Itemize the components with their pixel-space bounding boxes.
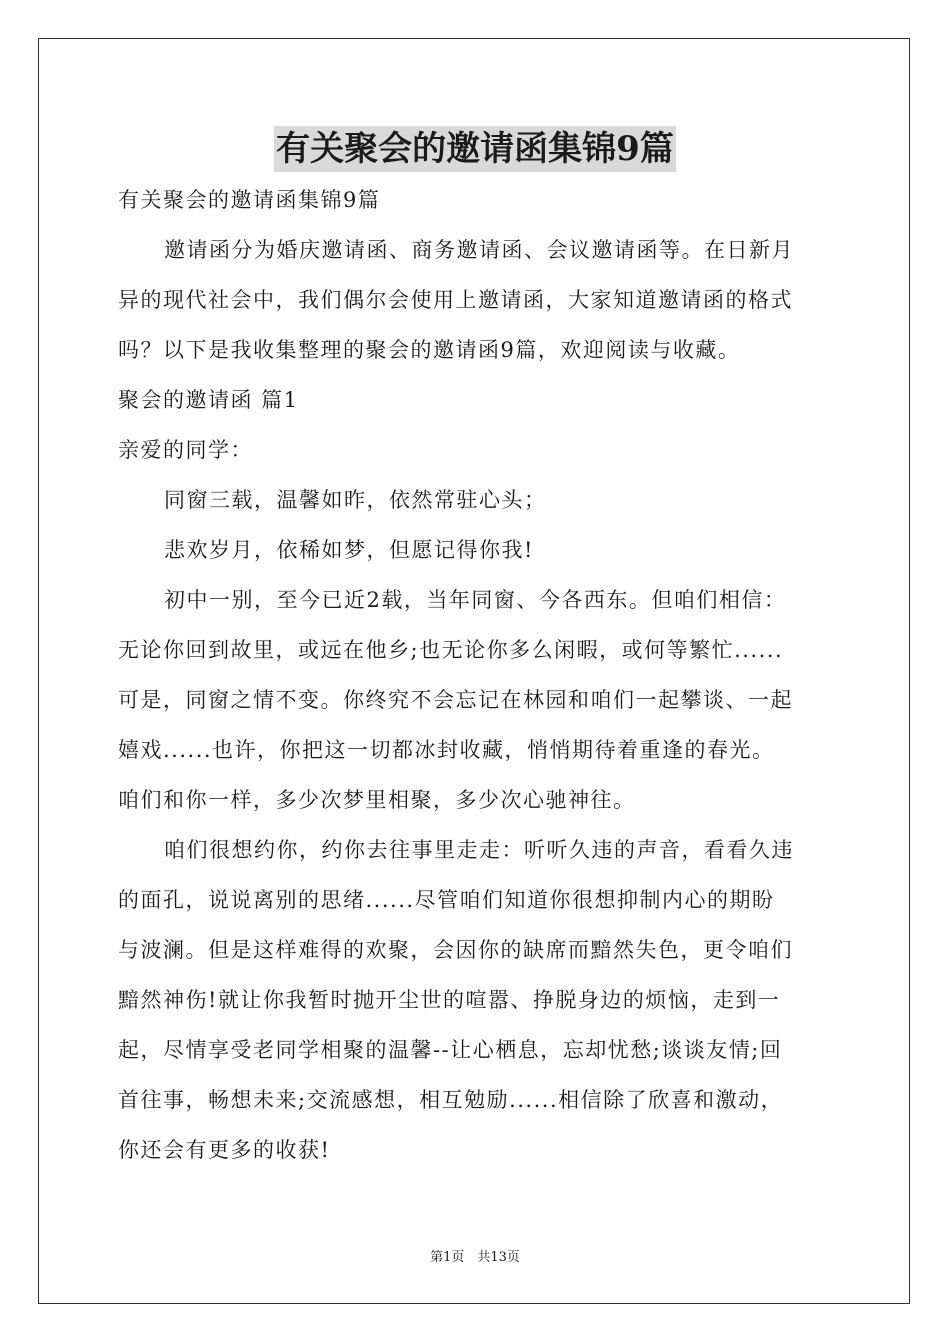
- body-line: 起，尽情享受老同学相聚的温馨--让心栖息，忘却忧愁;谈谈友情;回: [118, 1038, 783, 1062]
- body-line: 同窗三载，温馨如昨，依然常驻心头；: [164, 488, 547, 512]
- body-line: 初中一别，至今已近2载，当年同窗、今各西东。但咱们相信：: [164, 588, 787, 612]
- body-line: 可是，同窗之情不变。你终究不会忘记在林园和咱们一起攀谈、一起: [118, 688, 793, 712]
- body-line: 咱们和你一样，多少次梦里相聚，多少次心驰神往。: [118, 788, 636, 812]
- body-line: 你还会有更多的收获!: [118, 1138, 331, 1162]
- document-title: 有关聚会的邀请函集锦9篇: [274, 126, 676, 172]
- body-line: 黯然神伤!就让你我暂时抛开尘世的喧嚣、挣脱身边的烦恼，走到一: [118, 988, 781, 1012]
- body-line: 咱们很想约你，约你去往事里走走：听听久违的声音，看看久违: [164, 838, 794, 862]
- title-container: [0, 126, 950, 172]
- body-line: 吗？以下是我收集整理的聚会的邀请函9篇，欢迎阅读与收藏。: [118, 338, 741, 362]
- body-line: 异的现代社会中，我们偶尔会使用上邀请函，大家知道邀请函的格式: [118, 288, 793, 312]
- body-line: 与波澜。但是这样难得的欢聚，会因你的缺席而黯然失色，更令咱们: [118, 938, 793, 962]
- body-line: 嬉戏......也许，你把这一切都冰封收藏，悄悄期待着重逢的春光。: [118, 738, 775, 762]
- salutation: 亲爱的同学：: [118, 438, 253, 462]
- page-border: [38, 38, 910, 1304]
- body-line: 邀请函分为婚庆邀请函、商务邀请函、会议邀请函等。在日新月: [164, 238, 794, 262]
- body-line: 无论你回到故里，或远在他乡;也无论你多么闲暇，或何等繁忙......: [118, 638, 784, 662]
- body-line: 的面孔，说说离别的思绪......尽管咱们知道你很想抑制内心的期盼: [118, 888, 775, 912]
- body-line: 首往事，畅想未来;交流感想，相互勉励......相信除了欣喜和激动，: [118, 1088, 784, 1112]
- section-heading: 聚会的邀请函 篇1: [118, 388, 299, 412]
- body-line: 悲欢岁月，依稀如梦，但愿记得你我!: [164, 538, 534, 562]
- document-subtitle: 有关聚会的邀请函集锦9篇: [118, 188, 381, 212]
- page-footer: 第1页 共13页: [430, 1250, 520, 1265]
